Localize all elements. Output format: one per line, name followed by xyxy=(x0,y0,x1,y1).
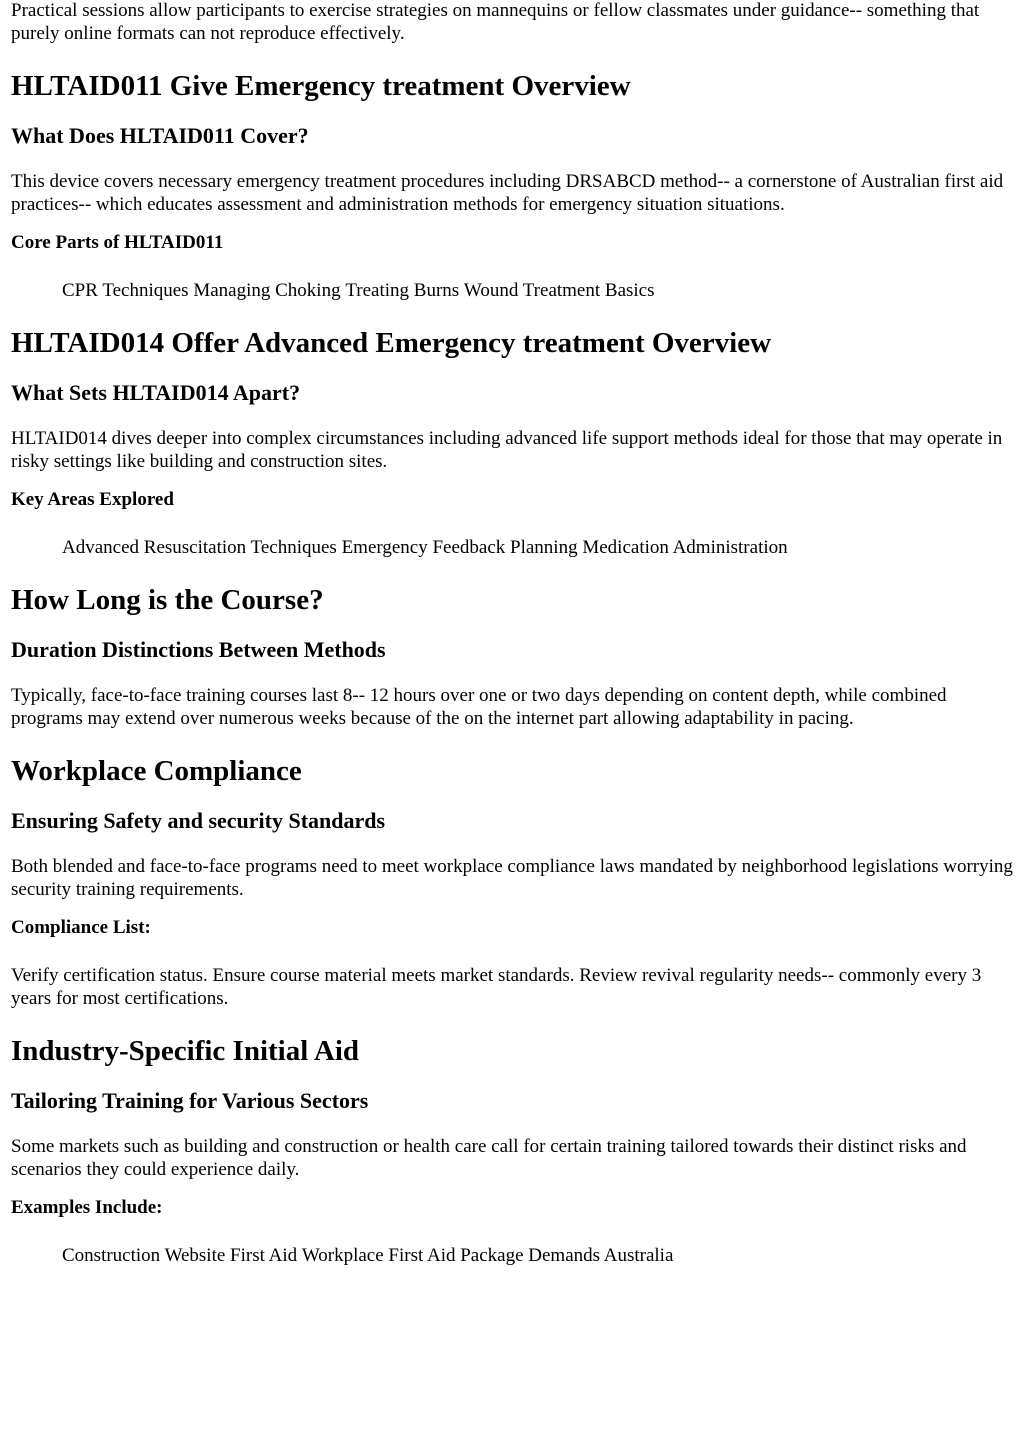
section-subheading: Duration Distinctions Between Methods xyxy=(11,637,386,662)
section-heading: HLTAID011 Give Emergency treatment Overview xyxy=(11,70,631,102)
section-subheading: What Does HLTAID011 Cover? xyxy=(11,123,309,148)
section-subheading: Tailoring Training for Various Sectors xyxy=(11,1088,369,1113)
section-paragraph: HLTAID014 dives deeper into complex circumstances including advanced life support methods ideal for those that may operate in risky settings like building and construction sites. xyxy=(11,428,1003,472)
intro-paragraph: Practical sessions allow participants to exercise strategies on mannequins or fellow classmates under guidance-- something that purely online formats can not reproduce effectively. xyxy=(11,0,980,44)
section-heading: How Long is the Course? xyxy=(11,584,324,616)
examples-list xyxy=(11,1244,1013,1267)
list-item: Managing Choking xyxy=(193,280,341,301)
section-workplace-compliance xyxy=(11,754,1013,1010)
section-paragraph: Typically, face-to-face training courses last 8-- 12 hours over one or two days depending on content depth, while combined programs may extend over numerous weeks because of the on the internet part allowing adaptability in pacing. xyxy=(11,685,947,729)
list-item: Workplace First Aid Package Demands Australia xyxy=(301,1245,674,1266)
list-title: Compliance List: xyxy=(11,917,151,938)
list-item: Advanced Resuscitation Techniques xyxy=(62,537,337,558)
list-title: Key Areas Explored xyxy=(11,489,174,510)
section-industry-specific xyxy=(11,1034,1013,1267)
list-item: Treating Burns xyxy=(345,280,460,301)
compliance-list-paragraph: Verify certification status. Ensure course material meets market standards. Review revival regularity needs-- commonly every 3 years for most certifications. xyxy=(11,965,982,1009)
list-item: CPR Techniques xyxy=(62,280,189,301)
list-item: Construction Website First Aid xyxy=(62,1245,298,1266)
section-paragraph: This device covers necessary emergency treatment procedures including DRSABCD method-- a cornerstone of Australian first aid practices-- which educates assessment and administration methods for emergency situation situations. xyxy=(11,171,1004,215)
section-heading: Workplace Compliance xyxy=(11,755,302,787)
section-hltaid014 xyxy=(11,326,1013,559)
key-areas-list xyxy=(11,536,1013,559)
list-item: Emergency Feedback Planning xyxy=(341,537,578,558)
section-paragraph: Both blended and face-to-face programs need to meet workplace compliance laws mandated by neighborhood legislations worrying security training requirements. xyxy=(11,856,1013,900)
section-heading: Industry-Specific Initial Aid xyxy=(11,1035,360,1067)
section-heading: HLTAID014 Offer Advanced Emergency treatment Overview xyxy=(11,327,772,359)
section-course-length xyxy=(11,583,1013,730)
section-subheading: What Sets HLTAID014 Apart? xyxy=(11,380,301,405)
section-paragraph: Some markets such as building and construction or health care call for certain training tailored towards their distinct risks and scenarios they could experience daily. xyxy=(11,1136,967,1180)
list-title: Examples Include: xyxy=(11,1197,163,1218)
list-item: Medication Administration xyxy=(582,537,788,558)
section-subheading: Ensuring Safety and security Standards xyxy=(11,808,386,833)
list-item: Wound Treatment Basics xyxy=(463,280,655,301)
core-parts-list xyxy=(11,279,1013,302)
section-hltaid011 xyxy=(11,69,1013,302)
list-title: Core Parts of HLTAID011 xyxy=(11,232,224,253)
